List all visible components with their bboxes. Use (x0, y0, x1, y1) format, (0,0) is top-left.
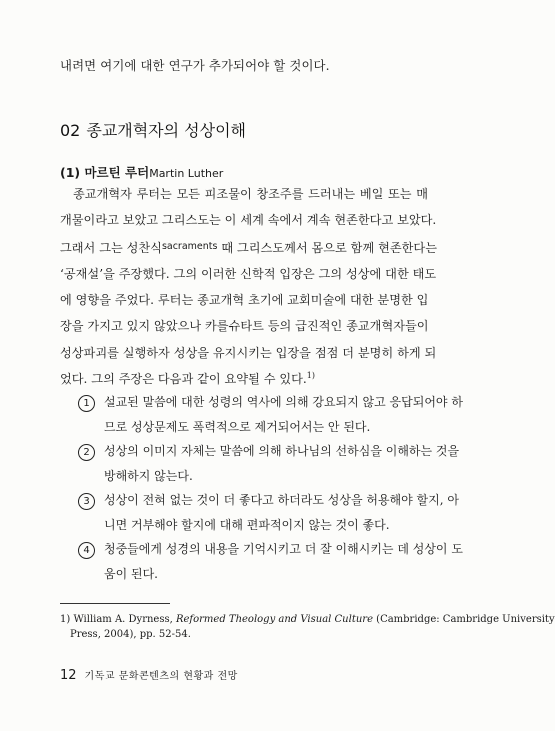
circled-number: 3 (78, 493, 95, 510)
list-item: 3 성상이 전혀 없는 것이 더 좋다고 하더라도 성상을 허용해야 할지, 아 니면 거부해야 할지에 대해 편파적이지 않는 것이 좋다. (78, 488, 430, 537)
running-title: 기독교 문화콘텐츠의 현황과 전망 (84, 671, 238, 682)
body-line: 그래서 그는 성찬식$^{sacraments}$ 때 그리스도께서 몸으로 함께 현존한다는 (60, 240, 437, 255)
footnote-line: 1) William A. Dyrness, Reformed Theology and Visual Culture (Cambridge: Cambridge University (60, 614, 555, 625)
subsection-label: (1) 마르틴 루터 (60, 165, 150, 180)
sacraments-gloss: sacraments (161, 240, 218, 252)
numbered-list (78, 390, 463, 586)
body-paragraph (60, 181, 437, 392)
subsection-english-name: Martin Luther (149, 167, 224, 180)
footnote (60, 612, 555, 642)
list-item: 1 설교된 말씀에 대한 성령의 역사에 의해 강요되지 않고 응답되어야 하 므로 성상문제도 폭력적으로 제거되어서는 안 된다. (78, 390, 430, 439)
body-line: 종교개혁자 루터는 모든 피조물이 창조주를 드러내는 베일 또는 매 (73, 187, 428, 201)
body-line: ‘공재설’을 주장했다. 그의 이러한 신학적 입장은 그의 성상에 대한 태도 (60, 266, 437, 281)
section-number: 02 (60, 121, 81, 140)
body-line: 에 영향을 주었다. 루터는 종교개혁 초기에 교회미술에 대한 분명한 입 (60, 293, 429, 308)
body-line: 개물이라고 보았고 그리스도는 이 세계 속에서 계속 현존한다고 보았다. (60, 213, 437, 228)
circled-number: 1 (78, 395, 95, 412)
circled-number: 4 (78, 542, 95, 559)
list-item: 2 성상의 이미지 자체는 말씀에 의해 하나님의 선하심을 이해하는 것을 방해하지 않는다. (78, 439, 430, 488)
footnote-reference: 1) (306, 371, 316, 381)
subsection-heading (60, 163, 223, 181)
section-title: 종교개혁자의 성상이해 (86, 121, 247, 140)
body-line: 장을 가지고 있지 않았으나 카를슈타트 등의 급진적인 종교개혁자들이 (60, 319, 429, 334)
footnote-line: Press, 2004), pp. 52-54. (70, 629, 191, 640)
page-number: 12 (60, 668, 77, 683)
intro-line: 내려면 여기에 대한 연구가 추가되어야 할 것이다. (60, 58, 330, 73)
section-heading (60, 118, 246, 141)
circled-number: 2 (78, 444, 95, 461)
page-footer (60, 667, 238, 683)
footnote-divider (60, 603, 170, 604)
list-item: 4 청중들에게 성경의 내용을 기억시키고 더 잘 이해시키는 데 성상이 도 움이 된다. (78, 537, 430, 586)
body-line: 성상파괴를 실행하자 성상을 유지시키는 입장을 점점 더 분명히 하게 되 (60, 345, 437, 360)
body-line: 었다. 그의 주장은 다음과 같이 요약될 수 있다.$^{1)}$ (60, 371, 316, 387)
book-title: Reformed Theology and Visual Culture (175, 614, 373, 625)
